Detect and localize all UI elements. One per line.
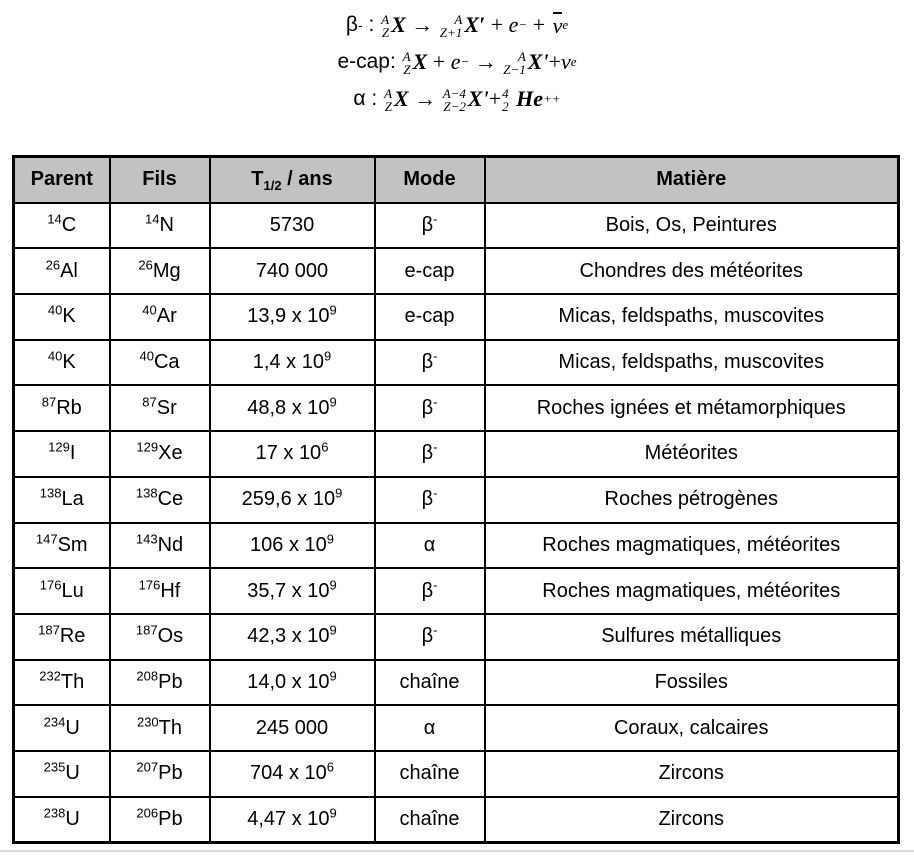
eq-token-bm: X: [391, 11, 406, 37]
eq-token-up: +: [548, 48, 561, 74]
eq-token-bm: X: [394, 85, 409, 111]
halflife-cell: 704 x $10^6$: [210, 751, 375, 797]
matiere-cell: Coraux, calcaires: [485, 705, 899, 751]
electron-capture-equation: e-cap: A Z X + e − → A Z−1 X' + ν e: [337, 48, 577, 77]
parent-cell: $^{238}$U: [14, 797, 110, 843]
mode-cell: β-: [375, 340, 485, 386]
table-row: [14, 797, 899, 843]
fils-cell: $^{26}$Mg: [110, 248, 210, 294]
eq-token-up: +: [488, 85, 502, 111]
mode-cell: chaîne: [375, 751, 485, 797]
eq-token-up: →: [405, 11, 439, 37]
mode-cell: β-: [375, 614, 485, 660]
mode-cell: chaîne: [375, 660, 485, 706]
mode-cell: β-: [375, 568, 485, 614]
stack-superscript: A: [454, 11, 463, 27]
table-row: [14, 523, 899, 569]
parent-cell: $^{138}$La: [14, 477, 110, 523]
mode-cell: β-: [375, 385, 485, 431]
stack-superscript: A: [384, 85, 393, 101]
stack-subscript: Z+1: [439, 24, 463, 40]
table-row: [14, 751, 899, 797]
stack-superscript: 4: [502, 85, 509, 101]
table-body: [14, 203, 899, 843]
beta-decay-equation: β - : A Z X → A Z+1 X′ + e − + ν e: [345, 11, 569, 40]
matiere-cell: Météorites: [485, 431, 899, 477]
eq-token-lab: β: [345, 12, 358, 36]
eq-token-lab: e-cap:: [337, 49, 402, 73]
eq-token-st: [384, 87, 392, 113]
halflife-cell: 48,8 x $10^9$: [210, 385, 375, 431]
halflife-cell: 259,6 x $10^9$: [210, 477, 375, 523]
matiere-cell: Roches ignées et métamorphiques: [485, 385, 899, 431]
stack-superscript: A−4: [442, 85, 466, 101]
fils-cell: $^{14}$N: [110, 203, 210, 249]
matiere-cell: Micas, feldspaths, muscovites: [485, 340, 899, 386]
matiere-cell: Chondres des météorites: [485, 248, 899, 294]
table-row: [14, 385, 899, 431]
mode-cell: β-: [375, 431, 485, 477]
table-row: [14, 294, 899, 340]
parent-cell: $^{14}$C: [14, 203, 110, 249]
eq-token-bm: X': [527, 48, 549, 74]
halflife-cell: 740 000: [210, 248, 375, 294]
stack-subscript: Z: [381, 24, 390, 40]
parent-cell: $^{40}$K: [14, 294, 110, 340]
fils-cell: $^{187}$Os: [110, 614, 210, 660]
parent-cell: $^{26}$Al: [14, 248, 110, 294]
parent-cell: $^{235}$U: [14, 751, 110, 797]
halflife-cell: 5730: [210, 203, 375, 249]
eq-token-st: [403, 50, 411, 76]
mode-cell: α: [375, 705, 485, 751]
mode-cell: chaîne: [375, 797, 485, 843]
matiere-cell: Micas, feldspaths, muscovites: [485, 294, 899, 340]
eq-token-up: +: [527, 11, 551, 37]
eq-token-st: [440, 13, 463, 39]
eq-token-bm: X′: [464, 11, 486, 37]
eq-token-up: →: [469, 48, 503, 74]
eq-token-lab: :: [362, 12, 381, 36]
matiere-cell: Sulfures métalliques: [485, 614, 899, 660]
mode-cell: β-: [375, 477, 485, 523]
matiere-cell: Bois, Os, Peintures: [485, 203, 899, 249]
stack-superscript: A: [381, 11, 390, 27]
parent-cell: $^{87}$Rb: [14, 385, 110, 431]
eq-token-st: [381, 13, 389, 39]
bottom-divider: [0, 850, 914, 852]
eq-token-bm: X': [467, 85, 489, 111]
eq-token-up: →: [408, 85, 442, 111]
halflife-cell: 14,0 x $10^9$: [210, 660, 375, 706]
eq-token-m: ν: [561, 48, 571, 74]
isotope-dating-table: [12, 155, 900, 844]
stack-subscript: Z: [403, 61, 411, 77]
eq-token-m: e: [508, 11, 519, 37]
fils-cell: $^{40}$Ar: [110, 294, 210, 340]
mode-cell: e-cap: [375, 248, 485, 294]
alpha-decay-equation: α : A Z X → A−4 Z−2 X' + 4 2 He ++: [353, 85, 561, 114]
halflife-cell: 1,4 x $10^9$: [210, 340, 375, 386]
table-head: [14, 157, 899, 203]
column-header-mode: Mode: [375, 157, 485, 203]
eq-token-bar: ν: [552, 12, 563, 38]
mode-cell: e-cap: [375, 294, 485, 340]
halflife-cell: 245 000: [210, 705, 375, 751]
table-row: [14, 431, 899, 477]
column-header-fils: Fils: [110, 157, 210, 203]
parent-cell: $^{129}$I: [14, 431, 110, 477]
stack-subscript: Z−1: [503, 61, 526, 77]
table-row: [14, 248, 899, 294]
matiere-cell: Zircons: [485, 751, 899, 797]
table-row: [14, 614, 899, 660]
column-header-parent: Parent: [14, 157, 110, 203]
eq-token-st: [502, 87, 509, 113]
decay-equations-block: [0, 6, 914, 117]
fils-cell: $^{143}$Nd: [110, 523, 210, 569]
fils-cell: $^{207}$Pb: [110, 751, 210, 797]
table-row: [14, 705, 899, 751]
table-row: [14, 660, 899, 706]
fils-cell: $^{208}$Pb: [110, 660, 210, 706]
matiere-cell: Zircons: [485, 797, 899, 843]
eq-token-st: [503, 50, 526, 76]
eq-token-st: [443, 87, 466, 113]
table-row: [14, 477, 899, 523]
stack-subscript: 2: [502, 98, 509, 114]
table-row: [14, 340, 899, 386]
halflife-cell: 106 x $10^9$: [210, 523, 375, 569]
eq-token-lab: α :: [353, 86, 384, 110]
halflife-cell: 17 x $10^6$: [210, 431, 375, 477]
parent-cell: $^{232}$Th: [14, 660, 110, 706]
parent-cell: $^{234}$U: [14, 705, 110, 751]
stack-superscript: A: [402, 48, 411, 64]
stack-superscript: A: [517, 48, 526, 64]
matiere-cell: Fossiles: [485, 660, 899, 706]
halflife-cell: 42,3 x $10^9$: [210, 614, 375, 660]
parent-cell: $^{147}$Sm: [14, 523, 110, 569]
fils-cell: $^{40}$Ca: [110, 340, 210, 386]
stack-subscript: Z−2: [443, 98, 466, 114]
header-row: [14, 157, 899, 203]
mode-cell: β-: [375, 203, 485, 249]
fils-cell: $^{129}$Xe: [110, 431, 210, 477]
stack-subscript: Z: [384, 98, 393, 114]
matiere-cell: Roches magmatiques, météorites: [485, 568, 899, 614]
fils-cell: $^{206}$Pb: [110, 797, 210, 843]
matiere-cell: Roches pétrogènes: [485, 477, 899, 523]
eq-token-up: +: [427, 48, 451, 74]
parent-cell: $^{187}$Re: [14, 614, 110, 660]
fils-cell: $^{87}$Sr: [110, 385, 210, 431]
table-row: [14, 568, 899, 614]
parent-cell: $^{176}$Lu: [14, 568, 110, 614]
parent-cell: $^{40}$K: [14, 340, 110, 386]
column-header-halflife: $T_{1/2}$ / ans: [210, 157, 375, 203]
column-header-matiere: Matière: [485, 157, 899, 203]
halflife-cell: 4,47 x $10^9$: [210, 797, 375, 843]
eq-token-bm: X: [412, 48, 428, 74]
eq-token-up: +: [485, 11, 509, 37]
fils-cell: $^{230}$Th: [110, 705, 210, 751]
halflife-cell: 35,7 x $10^9$: [210, 568, 375, 614]
fils-cell: $^{138}$Ce: [110, 477, 210, 523]
eq-token-bm: He: [510, 85, 544, 111]
matiere-cell: Roches magmatiques, météorites: [485, 523, 899, 569]
table-row: [14, 203, 899, 249]
mode-cell: α: [375, 523, 485, 569]
fils-cell: $^{176}$Hf: [110, 568, 210, 614]
eq-token-m: e: [450, 48, 461, 74]
halflife-cell: 13,9 x $10^9$: [210, 294, 375, 340]
